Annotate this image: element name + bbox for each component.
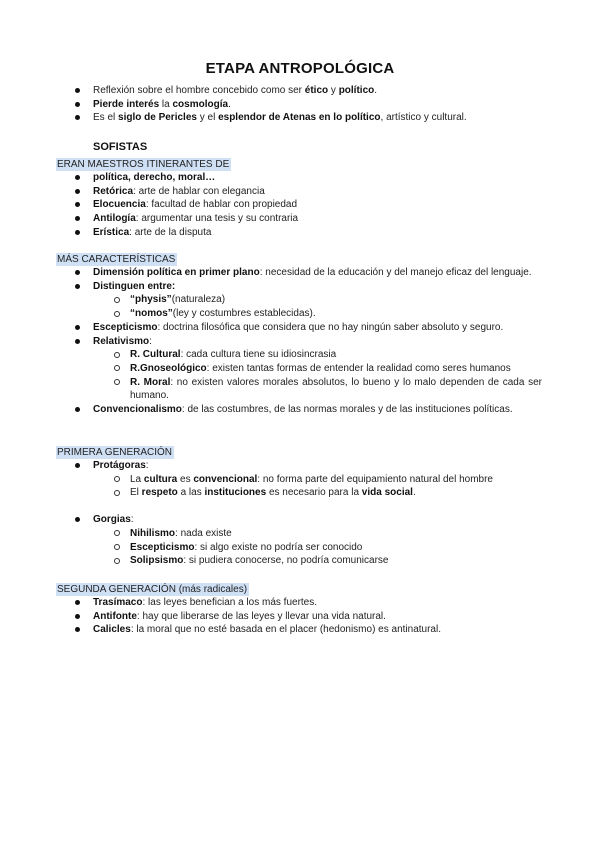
text: : doctrina filosófica que considera que no hay ningún saber absoluto y seguro. [157, 321, 504, 333]
text: . [228, 98, 231, 110]
text: : las leyes benefician a los más fuertes. [142, 597, 318, 608]
text: . [374, 85, 378, 96]
text: es [177, 473, 194, 485]
page-title: ETAPA ANTROPOLÓGICA [205, 60, 395, 77]
text: : arte de la disputa [129, 226, 212, 238]
bold-text: “physis” [130, 294, 172, 306]
sub-list-item [0, 554, 600, 568]
bold-text: cultura [143, 473, 178, 485]
bold-text: Antilogía [93, 213, 136, 225]
sub-list-item [0, 348, 600, 362]
list-item [0, 321, 600, 335]
bold-text: político [338, 85, 375, 96]
bold-text: Dimensión política en primer plano [93, 267, 260, 278]
text: : no existen valores morales absolutos, lo bueno y lo malo dependen de cada ser humano. [130, 376, 542, 402]
bold-text: Retórica [93, 185, 134, 197]
maestros-list [0, 171, 600, 240]
list-item [0, 171, 600, 185]
text: Reflexión sobre el hombre concebido como ser [93, 85, 305, 96]
list-item [0, 212, 600, 226]
text: : necesidad de la educación y del manejo eficaz del lenguaje. [259, 267, 532, 278]
caracteristicas-section [0, 253, 600, 417]
list-item [0, 226, 600, 240]
sub-list-item [0, 541, 600, 555]
text: : cada cultura tiene su idiosincrasia [180, 349, 337, 361]
text: : existen tantas formas de entender la realidad como seres humanos [206, 362, 511, 374]
text: : no forma parte del equipamiento natural del hombre [257, 473, 493, 485]
segunda-list [0, 596, 600, 637]
text: El [130, 487, 142, 499]
text: : [130, 514, 134, 526]
bold-text: esplendor de Atenas en lo político [218, 112, 381, 124]
caracteristicas-list [0, 266, 600, 417]
bold-text: instituciones [204, 487, 267, 499]
text: : si pudiera conocerse, no podría comunicarse [183, 555, 389, 567]
text: : nada existe [175, 527, 232, 539]
list-item [0, 596, 600, 610]
bold-text: Relativismo [93, 335, 150, 347]
text: La [130, 473, 144, 485]
text: (naturaleza) [171, 294, 226, 306]
intro-list [0, 84, 600, 125]
list-item [0, 610, 600, 624]
bold-text: R. Cultural [130, 349, 181, 361]
section-heading: SEGUNDA GENERACIÓN (más radicales) [57, 584, 248, 595]
text: : hay que liberarse de las leyes y llevar una vida natural. [136, 610, 386, 622]
bold-text: siglo de Pericles [118, 112, 197, 124]
sofistas-section [0, 141, 600, 153]
bold-text: Pierde interés [93, 98, 160, 110]
bold-text: cosmología [172, 98, 229, 110]
bold-text: respeto [141, 487, 178, 499]
bold-text: Gorgias [93, 514, 131, 526]
bold-text: “nomos” [130, 308, 173, 320]
list-item [0, 280, 600, 294]
section-heading: MÁS CARACTERÍSTICAS [57, 254, 176, 265]
text: : de las costumbres, de las normas morales y de las instituciones políticas. [181, 404, 513, 416]
sub-list-item [0, 362, 600, 376]
bold-text: Escepticismo [130, 541, 195, 553]
text: Es el [93, 112, 119, 124]
list-item [0, 623, 600, 637]
spacer [0, 500, 600, 513]
sofistas-heading: SOFISTAS [93, 141, 148, 153]
text: la [159, 98, 173, 110]
text: . [412, 487, 416, 499]
primera-list [0, 459, 600, 568]
text: a las [177, 487, 205, 499]
list-item [0, 84, 600, 98]
bold-text: Solipsismo [130, 555, 184, 567]
section-heading: ERAN MAESTROS ITINERANTES DE [57, 159, 230, 170]
sub-list-item [0, 486, 600, 500]
list-item [0, 513, 600, 527]
text: : [145, 460, 149, 471]
bold-text: Escepticismo [93, 321, 158, 333]
maestros-section [0, 158, 600, 240]
bold-text: ético [304, 85, 329, 96]
list-item [0, 198, 600, 212]
text: : arte de hablar con elegancia [133, 185, 265, 197]
text: , artístico y cultural. [380, 112, 467, 124]
bold-text: Protágoras [93, 460, 146, 471]
sub-list-item [0, 376, 600, 403]
bold-text: convencional [193, 473, 258, 485]
bold-text: Distinguen entre: [93, 280, 176, 292]
text: : facultad de hablar con propiedad [145, 199, 298, 211]
bold-text: Elocuencia [93, 199, 146, 211]
list-item [0, 185, 600, 199]
list-item [0, 266, 600, 280]
section-heading: PRIMERA GENERACIÓN [57, 447, 173, 458]
bold-text: Trasímaco [93, 597, 143, 608]
list-item [0, 403, 600, 417]
sub-list-item [0, 473, 600, 487]
sub-list-item [0, 527, 600, 541]
text: (ley y costumbres establecidas). [172, 308, 316, 320]
text: es necesario para la [266, 487, 362, 499]
bold-text: Nihilismo [130, 527, 176, 539]
primera-generacion-section [0, 446, 600, 568]
bold-text: Convencionalismo [93, 404, 182, 416]
bold-text: vida social [361, 487, 413, 499]
text: y el [196, 112, 219, 124]
bold-text: Calicles [93, 624, 131, 636]
list-item [0, 98, 600, 112]
text: y [328, 85, 339, 96]
sub-list-item [0, 293, 600, 307]
bold-text: Erística [93, 226, 130, 238]
list-item [0, 335, 600, 349]
segunda-generacion-section [0, 583, 600, 637]
bold-text: R.Gnoseológico [130, 362, 207, 374]
text: : [149, 335, 152, 347]
intro-section [0, 84, 600, 125]
bold-text: política, derecho, moral… [93, 172, 216, 183]
text: : la moral que no esté basada en el placer (hedonismo) es antinatural. [130, 624, 441, 636]
list-item [0, 459, 600, 473]
list-item [0, 111, 600, 125]
bold-text: Antifonte [93, 610, 137, 622]
bold-text: R. Moral [130, 376, 171, 388]
text: : argumentar una tesis y su contraria [135, 213, 299, 225]
sub-list-item [0, 307, 600, 321]
text: : si algo existe no podría ser conocido [194, 541, 363, 553]
